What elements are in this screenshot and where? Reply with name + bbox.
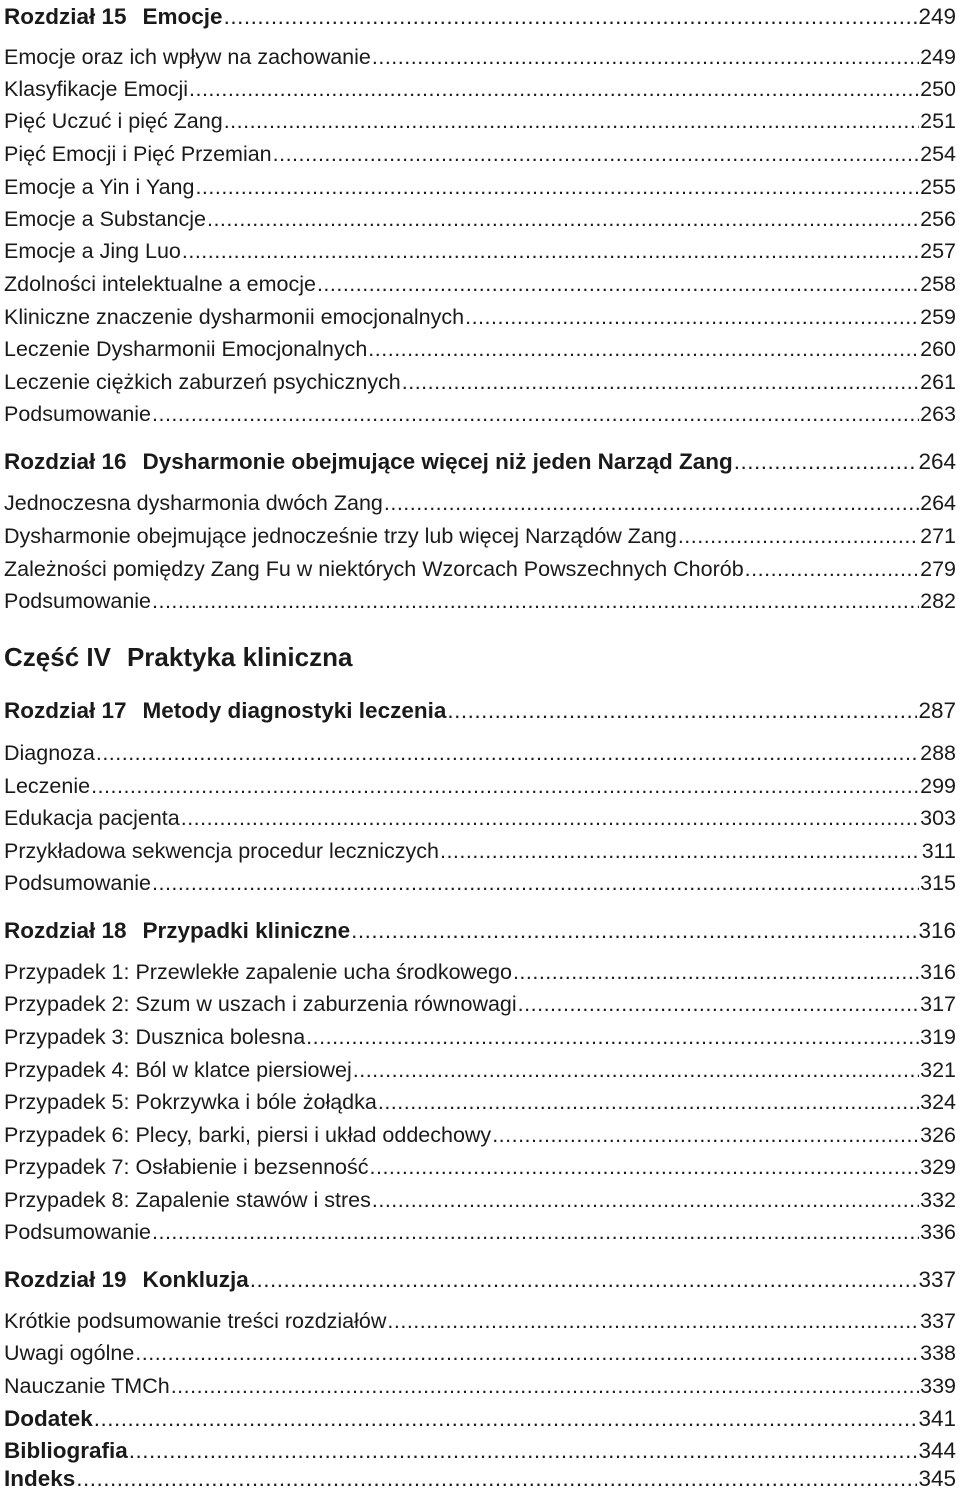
leader-dots <box>678 523 919 549</box>
leader-dots <box>135 1340 919 1366</box>
toc-entry[interactable] <box>4 1365 956 1399</box>
entry-title: Leczenie ciężkich zaburzeń psychicznych <box>4 370 401 394</box>
page-number: 279 <box>920 557 956 581</box>
leader-dots <box>372 44 919 70</box>
toc-entry[interactable] <box>4 296 956 330</box>
page-number: 260 <box>920 337 956 361</box>
leader-dots <box>465 304 919 330</box>
toc-entry[interactable] <box>4 482 956 516</box>
toc-entry[interactable] <box>4 1179 956 1213</box>
page-number: 303 <box>920 806 956 830</box>
page-number: 317 <box>920 992 956 1016</box>
leader-dots <box>171 1373 919 1399</box>
entry-title: Zależności pomiędzy Zang Fu w niektórych Wzorcach Powszechnych Chorób <box>4 557 744 581</box>
leader-dots <box>447 698 917 724</box>
chapter-title: Emocje <box>142 4 223 29</box>
chapter-number: Rozdział 19 <box>4 1267 127 1292</box>
page-number: 251 <box>920 109 956 133</box>
toc-chapter-15[interactable] <box>4 0 956 30</box>
chapter-number: Rozdział 18 <box>4 918 127 943</box>
leader-dots <box>152 870 919 896</box>
leader-dots <box>250 1267 918 1293</box>
entry-title: Przypadek 7: Osłabienie i bezsenność <box>4 1155 369 1179</box>
page-number: 326 <box>920 1123 956 1147</box>
toc-entry[interactable] <box>4 263 956 297</box>
toc-entry[interactable] <box>4 68 956 102</box>
page-number: 345 <box>918 1466 956 1491</box>
leader-dots <box>384 490 919 516</box>
entry-title: Leczenie Dysharmonii Emocjonalnych <box>4 337 368 361</box>
page-number: 250 <box>920 77 956 101</box>
entry-title: Podsumowanie <box>4 1220 152 1244</box>
page-number: 336 <box>920 1220 956 1244</box>
toc-entry[interactable] <box>4 1016 956 1050</box>
page-number: 249 <box>918 4 956 29</box>
part-heading <box>4 640 352 674</box>
chapter-number: Rozdział 17 <box>4 698 127 723</box>
entry-title: Przypadek 5: Pokrzywka i bóle żołądka <box>4 1090 377 1114</box>
leader-dots <box>306 1024 919 1050</box>
entry-title: Leczenie <box>4 774 91 798</box>
chapter-title: Dysharmonie obejmujące więcej niż jeden Narząd Zang <box>142 449 733 474</box>
toc-chapter-18[interactable] <box>4 910 956 944</box>
toc-entry[interactable] <box>4 1211 956 1245</box>
toc-entry[interactable] <box>4 548 956 582</box>
part-title: Praktyka kliniczna <box>126 642 353 672</box>
entry-title: Klasyfikacje Emocji <box>4 77 188 101</box>
toc-entry[interactable] <box>4 1081 956 1115</box>
chapter-title: Konkluzja <box>142 1267 249 1292</box>
toc-entry[interactable] <box>4 133 956 167</box>
leader-dots <box>440 838 921 864</box>
chapter-number: Rozdział 16 <box>4 449 127 474</box>
entry-title: Podsumowanie <box>4 589 152 613</box>
leader-dots <box>378 1089 919 1115</box>
leader-dots <box>518 991 919 1017</box>
page-number: 315 <box>920 871 956 895</box>
toc-chapter-17[interactable] <box>4 690 956 724</box>
leader-dots <box>189 76 919 102</box>
page-number: 263 <box>920 402 956 426</box>
leader-dots <box>181 805 919 831</box>
leader-dots <box>402 369 919 395</box>
page-number: 319 <box>920 1025 956 1049</box>
page-number: 321 <box>920 1058 956 1082</box>
toc-entry[interactable] <box>4 166 956 200</box>
entry-title: Przykładowa sekwencja procedur leczniczych <box>4 839 439 863</box>
chapter-number: Rozdział 15 <box>4 4 127 29</box>
leader-dots <box>734 449 918 475</box>
toc-entry[interactable] <box>4 862 956 896</box>
leader-dots <box>182 238 919 264</box>
page-number: 316 <box>918 918 956 943</box>
toc-chapter-16[interactable] <box>4 441 956 475</box>
page-number: 249 <box>920 45 956 69</box>
leader-dots <box>76 1466 917 1492</box>
leader-dots <box>353 1057 919 1083</box>
entry-title: Edukacja pacjenta <box>4 806 180 830</box>
page-number: 329 <box>920 1155 956 1179</box>
toc-entry[interactable] <box>4 797 956 831</box>
page-number: 264 <box>920 491 956 515</box>
page-number: 341 <box>918 1406 956 1431</box>
toc-entry[interactable] <box>4 36 956 70</box>
leader-dots <box>195 174 919 200</box>
toc-entry[interactable] <box>4 580 956 614</box>
toc-entry[interactable] <box>4 1114 956 1148</box>
entry-title: Dodatek <box>4 1406 93 1431</box>
toc-entry[interactable] <box>4 328 956 362</box>
entry-title: Nauczanie TMCh <box>4 1374 170 1398</box>
entry-title: Zdolności intelektualne a emocje <box>4 272 316 296</box>
toc-entry[interactable] <box>4 1332 956 1366</box>
page-number: 255 <box>920 175 956 199</box>
entry-title: Pięć Uczuć i pięć Zang <box>4 109 223 133</box>
page-number: 316 <box>920 960 956 984</box>
page-number: 258 <box>920 272 956 296</box>
entry-title: Podsumowanie <box>4 871 152 895</box>
page-number: 259 <box>920 305 956 329</box>
leader-dots <box>152 588 919 614</box>
toc-entry[interactable] <box>4 515 956 549</box>
leader-dots <box>372 1187 919 1213</box>
page-number: 254 <box>920 142 956 166</box>
part-number: Część IV <box>4 642 111 672</box>
toc-entry[interactable] <box>4 732 956 766</box>
leader-dots <box>745 556 919 582</box>
toc-index[interactable] <box>4 1458 956 1492</box>
toc-entry[interactable] <box>4 951 956 985</box>
entry-title: Przypadek 1: Przewlekłe zapalenie ucha środkowego <box>4 960 512 984</box>
leader-dots <box>273 141 919 167</box>
page-number: 337 <box>918 1267 956 1292</box>
leader-dots <box>96 740 919 766</box>
entry-title: Pięć Emocji i Pięć Przemian <box>4 142 272 166</box>
toc-entry[interactable] <box>4 198 956 232</box>
entry-title: Emocje a Yin i Yang <box>4 175 195 199</box>
page-number: 257 <box>920 239 956 263</box>
toc-entry[interactable] <box>4 765 956 799</box>
page-number: 288 <box>920 741 956 765</box>
entry-title: Indeks <box>4 1466 76 1491</box>
leader-dots <box>91 773 919 799</box>
toc-entry[interactable] <box>4 230 956 264</box>
leader-dots <box>224 108 919 134</box>
leader-dots <box>370 1154 920 1180</box>
leader-dots <box>207 206 919 232</box>
entry-title: Kliniczne znaczenie dysharmonii emocjonalnych <box>4 305 465 329</box>
toc-entry[interactable] <box>4 830 956 864</box>
leader-dots <box>387 1308 919 1334</box>
entry-title: Przypadek 6: Plecy, barki, piersi i układ oddechowy <box>4 1123 492 1147</box>
entry-title: Jednoczesna dysharmonia dwóch Zang <box>4 491 383 515</box>
page-number: 261 <box>920 370 956 394</box>
page-number: 282 <box>920 589 956 613</box>
toc-entry[interactable] <box>4 1146 956 1180</box>
entry-title: Emocje a Substancje <box>4 207 206 231</box>
entry-title: Przypadek 2: Szum w uszach i zaburzenia równowagi <box>4 992 517 1016</box>
entry-title: Uwagi ogólne <box>4 1341 135 1365</box>
leader-dots <box>94 1406 918 1432</box>
toc-chapter-19[interactable] <box>4 1259 956 1293</box>
page-number: 332 <box>920 1188 956 1212</box>
toc-entry[interactable] <box>4 1049 956 1083</box>
leader-dots <box>152 401 919 427</box>
leader-dots <box>351 918 917 944</box>
entry-title: Diagnoza <box>4 741 95 765</box>
toc-entry[interactable] <box>4 100 956 134</box>
entry-title: Przypadek 3: Dusznica bolesna <box>4 1025 306 1049</box>
toc-entry[interactable] <box>4 361 956 395</box>
entry-title: Emocje oraz ich wpływ na zachowanie <box>4 45 371 69</box>
page-number: 337 <box>920 1309 956 1333</box>
entry-title: Bibliografia <box>4 1438 128 1463</box>
page-number: 324 <box>920 1090 956 1114</box>
leader-dots <box>368 336 919 362</box>
page-number: 338 <box>920 1341 956 1365</box>
page-number: 344 <box>918 1438 956 1463</box>
entry-title: Przypadek 8: Zapalenie stawów i stres <box>4 1188 371 1212</box>
leader-dots <box>317 271 919 297</box>
leader-dots <box>513 959 919 985</box>
chapter-title: Przypadki kliniczne <box>142 918 351 943</box>
entry-title: Emocje a Jing Luo <box>4 239 181 263</box>
toc-entry[interactable] <box>4 983 956 1017</box>
page-number: 299 <box>920 774 956 798</box>
entry-title: Podsumowanie <box>4 402 152 426</box>
page-number: 311 <box>921 839 956 863</box>
entry-title: Dysharmonie obejmujące jednocześnie trzy lub więcej Narządów Zang <box>4 524 677 548</box>
toc-entry[interactable] <box>4 1300 956 1334</box>
page-number: 339 <box>920 1374 956 1398</box>
page-number: 256 <box>920 207 956 231</box>
leader-dots <box>492 1122 919 1148</box>
entry-title: Krótkie podsumowanie treści rozdziałów <box>4 1309 387 1333</box>
toc-appendix[interactable] <box>4 1398 956 1432</box>
page-number: 287 <box>918 698 956 723</box>
toc-entry[interactable] <box>4 393 956 427</box>
chapter-title: Metody diagnostyki leczenia <box>142 698 447 723</box>
leader-dots <box>224 4 918 30</box>
leader-dots <box>152 1219 919 1245</box>
page-number: 264 <box>918 449 956 474</box>
entry-title: Przypadek 4: Ból w klatce piersiowej <box>4 1058 352 1082</box>
page-number: 271 <box>920 524 956 548</box>
